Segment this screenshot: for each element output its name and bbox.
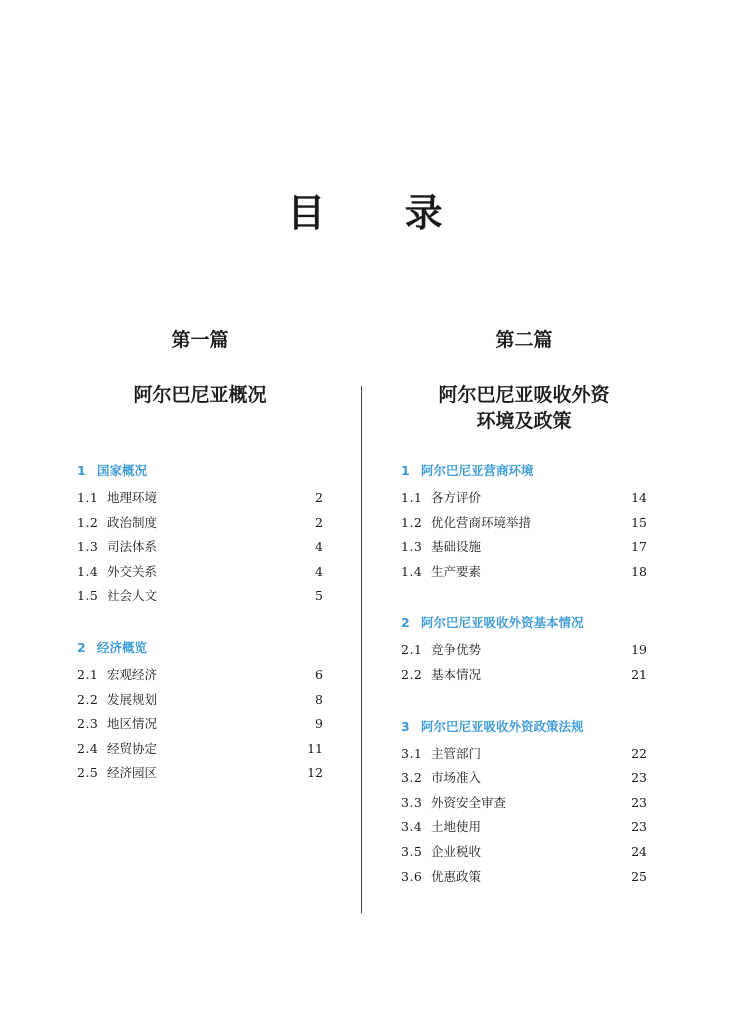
entry-page: 23 (631, 794, 647, 810)
part-label: 第一篇 (171, 329, 229, 351)
entry-page: 2 (315, 514, 323, 530)
entry-number: 2.2 (401, 666, 423, 682)
part-two-column (401, 326, 647, 884)
entry-page: 15 (631, 514, 647, 530)
section-title: 阿尔巴尼亚吸收外资基本情况 (421, 615, 584, 631)
toc-entry[interactable] (77, 584, 323, 609)
entry-number: 3.4 (401, 819, 423, 835)
section-spacer (401, 584, 647, 614)
entry-title: 地区情况 (106, 716, 157, 732)
entry-page: 18 (631, 563, 647, 579)
entry-title: 生产要素 (430, 563, 481, 579)
entry-title: 各方评价 (430, 490, 481, 505)
entry-title: 外资安全审查 (430, 794, 506, 810)
entry-title: 经济园区 (106, 765, 157, 781)
toc-entry[interactable] (77, 688, 323, 713)
entry-number: 1.1 (77, 490, 99, 505)
toc-entry[interactable] (401, 766, 647, 791)
toc-entry[interactable] (77, 663, 323, 688)
section-heading[interactable] (401, 462, 647, 480)
section-title: 国家概况 (97, 463, 148, 478)
toc-entry[interactable] (401, 663, 647, 688)
entry-number: 3.1 (401, 745, 423, 761)
entry-title: 社会人文 (106, 588, 157, 604)
entry-title: 土地使用 (430, 819, 481, 835)
section-heading[interactable] (401, 614, 647, 632)
column-divider (361, 386, 362, 913)
toc-entry[interactable] (401, 742, 647, 767)
entry-title: 宏观经济 (106, 666, 157, 682)
entry-number: 2.5 (77, 765, 99, 781)
entry-title: 司法体系 (106, 539, 157, 555)
toc-sections (77, 462, 323, 786)
entry-page: 17 (631, 539, 647, 555)
toc-entry[interactable] (77, 761, 323, 786)
entry-title: 地理环境 (106, 490, 157, 505)
page-title: 目 录 (287, 190, 443, 235)
part-label: 第二篇 (495, 329, 553, 351)
section-number: 1 (401, 463, 410, 478)
part-title-line: 阿尔巴尼亚吸收外资 (438, 384, 610, 406)
entry-title: 外交关系 (106, 563, 157, 579)
entry-number: 3.6 (401, 868, 423, 884)
entry-page: 14 (631, 490, 647, 505)
section-title: 阿尔巴尼亚吸收外资政策法规 (421, 718, 584, 734)
entry-page: 12 (307, 765, 323, 781)
entry-page: 11 (307, 740, 323, 756)
section-number: 1 (77, 463, 86, 478)
toc-entry[interactable] (77, 737, 323, 762)
section-title: 阿尔巴尼亚营商环境 (421, 463, 534, 478)
entry-number: 1.3 (77, 539, 99, 555)
entry-page: 24 (631, 843, 647, 859)
entry-title: 优化营商环境举措 (430, 514, 531, 530)
entry-title: 发展规划 (106, 691, 157, 707)
section-spacer (77, 609, 323, 639)
entry-number: 2.2 (77, 691, 99, 707)
entry-page: 22 (631, 745, 647, 761)
part-one-column (77, 326, 323, 781)
entry-number: 3.2 (401, 770, 423, 786)
entry-page: 19 (631, 642, 647, 658)
entry-number: 2.1 (77, 666, 99, 682)
section-spacer (401, 688, 647, 718)
entry-title: 企业税收 (430, 843, 481, 859)
section-title: 经济概览 (97, 639, 148, 655)
entry-number: 3.3 (401, 794, 423, 810)
entry-number: 2.1 (401, 642, 423, 658)
toc-entry[interactable] (401, 486, 647, 511)
toc-entry[interactable] (77, 486, 323, 511)
entry-number: 1.4 (401, 563, 423, 579)
entry-number: 2.3 (77, 716, 99, 732)
entry-page: 23 (631, 819, 647, 835)
toc-entry[interactable] (401, 840, 647, 865)
entry-title: 竞争优势 (430, 642, 481, 658)
entry-title: 经贸协定 (106, 740, 157, 756)
part-title (401, 382, 647, 434)
toc-entry[interactable] (401, 511, 647, 536)
entry-page: 6 (315, 666, 323, 682)
toc-entry[interactable] (401, 535, 647, 560)
entry-page: 23 (631, 770, 647, 786)
toc-sections (401, 462, 647, 889)
toc-entry[interactable] (401, 560, 647, 585)
toc-entry[interactable] (401, 815, 647, 840)
entry-title: 政治制度 (106, 514, 157, 530)
section-heading[interactable] (401, 718, 647, 736)
entry-number: 1.4 (77, 563, 99, 579)
entry-page: 4 (315, 563, 323, 579)
section-number: 2 (401, 615, 410, 631)
section-number: 3 (401, 718, 410, 734)
toc-entry[interactable] (77, 560, 323, 585)
part-title (77, 382, 323, 408)
part-title-line: 环境及政策 (476, 410, 572, 432)
entry-title: 基础设施 (430, 539, 481, 555)
entry-page: 2 (315, 490, 323, 505)
toc-entry[interactable] (77, 511, 323, 536)
entry-page: 4 (315, 539, 323, 555)
entry-number: 3.5 (401, 843, 423, 859)
toc-entry[interactable] (77, 535, 323, 560)
toc-entry[interactable] (77, 712, 323, 737)
entry-number: 1.2 (401, 514, 423, 530)
entry-title: 优惠政策 (430, 868, 481, 884)
toc-entry[interactable] (401, 638, 647, 663)
entry-number: 1.1 (401, 490, 423, 505)
part-title-line: 阿尔巴尼亚概况 (133, 384, 267, 406)
entry-number: 2.4 (77, 740, 99, 756)
entry-title: 市场准入 (430, 770, 481, 786)
entry-number: 1.3 (401, 539, 423, 555)
toc-entry[interactable] (401, 865, 647, 890)
section-heading[interactable] (77, 462, 323, 480)
entry-page: 9 (315, 716, 323, 732)
entry-page: 21 (631, 666, 647, 682)
section-heading[interactable] (77, 639, 323, 657)
entry-number: 1.2 (77, 514, 99, 530)
entry-number: 1.5 (77, 588, 99, 604)
entry-page: 8 (315, 691, 323, 707)
section-number: 2 (77, 639, 86, 655)
entry-title: 主管部门 (430, 745, 481, 761)
toc-entry[interactable] (401, 791, 647, 816)
entry-title: 基本情况 (430, 666, 481, 682)
entry-page: 25 (631, 868, 647, 884)
entry-page: 5 (315, 588, 323, 604)
